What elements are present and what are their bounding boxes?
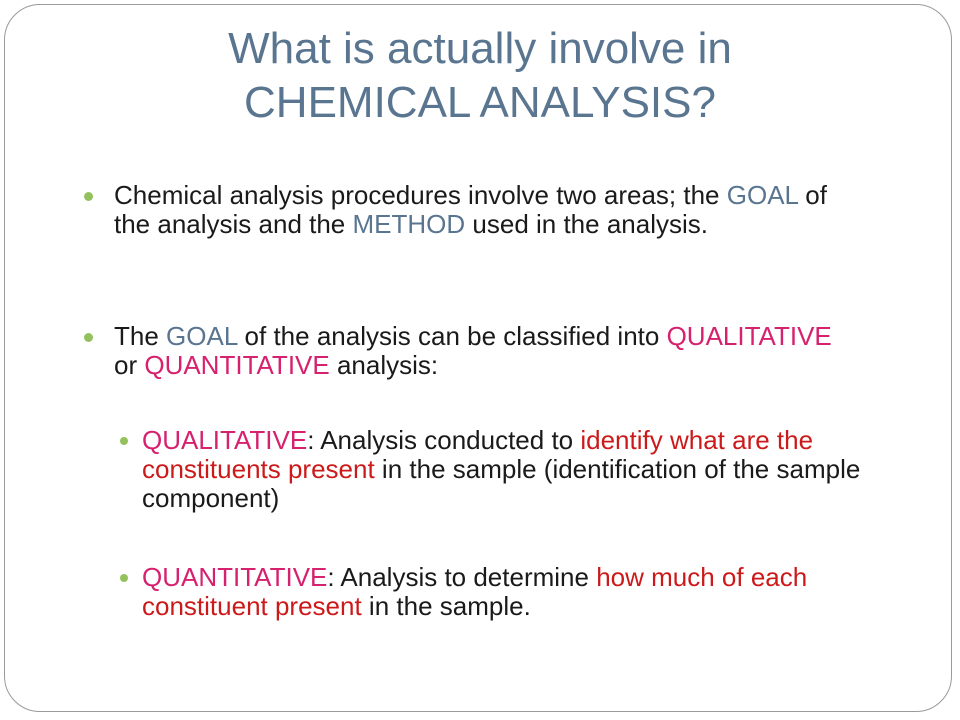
- bullet-text: in the sample (identification of the sample component): [142, 454, 861, 513]
- keyword-qualitative: QUALITATIVE: [666, 321, 832, 351]
- bullet-dot-icon: [120, 574, 128, 582]
- bullet-item-areas: [114, 181, 854, 239]
- bullet-dot-icon: [84, 192, 93, 201]
- bullet-dot-icon: [84, 333, 93, 342]
- bullet-text: or: [114, 350, 145, 380]
- bullet-dot-icon: [120, 437, 128, 445]
- slide-title-line-2: CHEMICAL ANALYSIS?: [244, 78, 716, 127]
- bullet-text: used in the analysis.: [465, 209, 708, 239]
- bullet-text: of the analysis can be classified into: [237, 321, 667, 351]
- bullet-text: : Analysis conducted to: [307, 425, 581, 455]
- slide-title: [0, 22, 960, 130]
- emphasis-text: identify what are the constituents present: [142, 425, 814, 484]
- bullet-text: The: [114, 321, 167, 351]
- sub-bullet-quantitative: [142, 563, 862, 621]
- bullet-text: in the sample.: [361, 591, 531, 621]
- bullet-text: Chemical analysis procedures involve two areas; the: [114, 180, 727, 210]
- keyword-quantitative: QUANTITATIVE: [144, 350, 330, 380]
- bullet-item-goal-classification: [114, 322, 854, 380]
- keyword-method: METHOD: [352, 209, 466, 239]
- keyword-goal: GOAL: [726, 180, 799, 210]
- bullet-text: analysis:: [329, 350, 439, 380]
- keyword-quantitative: QUANTITATIVE: [142, 562, 328, 592]
- slide-title-line-1: What is actually involve in: [228, 24, 732, 73]
- bullet-text: of the analysis and the: [114, 180, 827, 239]
- emphasis-text: how much of each constituent present: [142, 562, 808, 621]
- sub-bullet-qualitative: [142, 426, 862, 513]
- keyword-goal: GOAL: [166, 321, 238, 351]
- keyword-qualitative: QUALITATIVE: [142, 425, 308, 455]
- bullet-text: : Analysis to determine: [327, 562, 597, 592]
